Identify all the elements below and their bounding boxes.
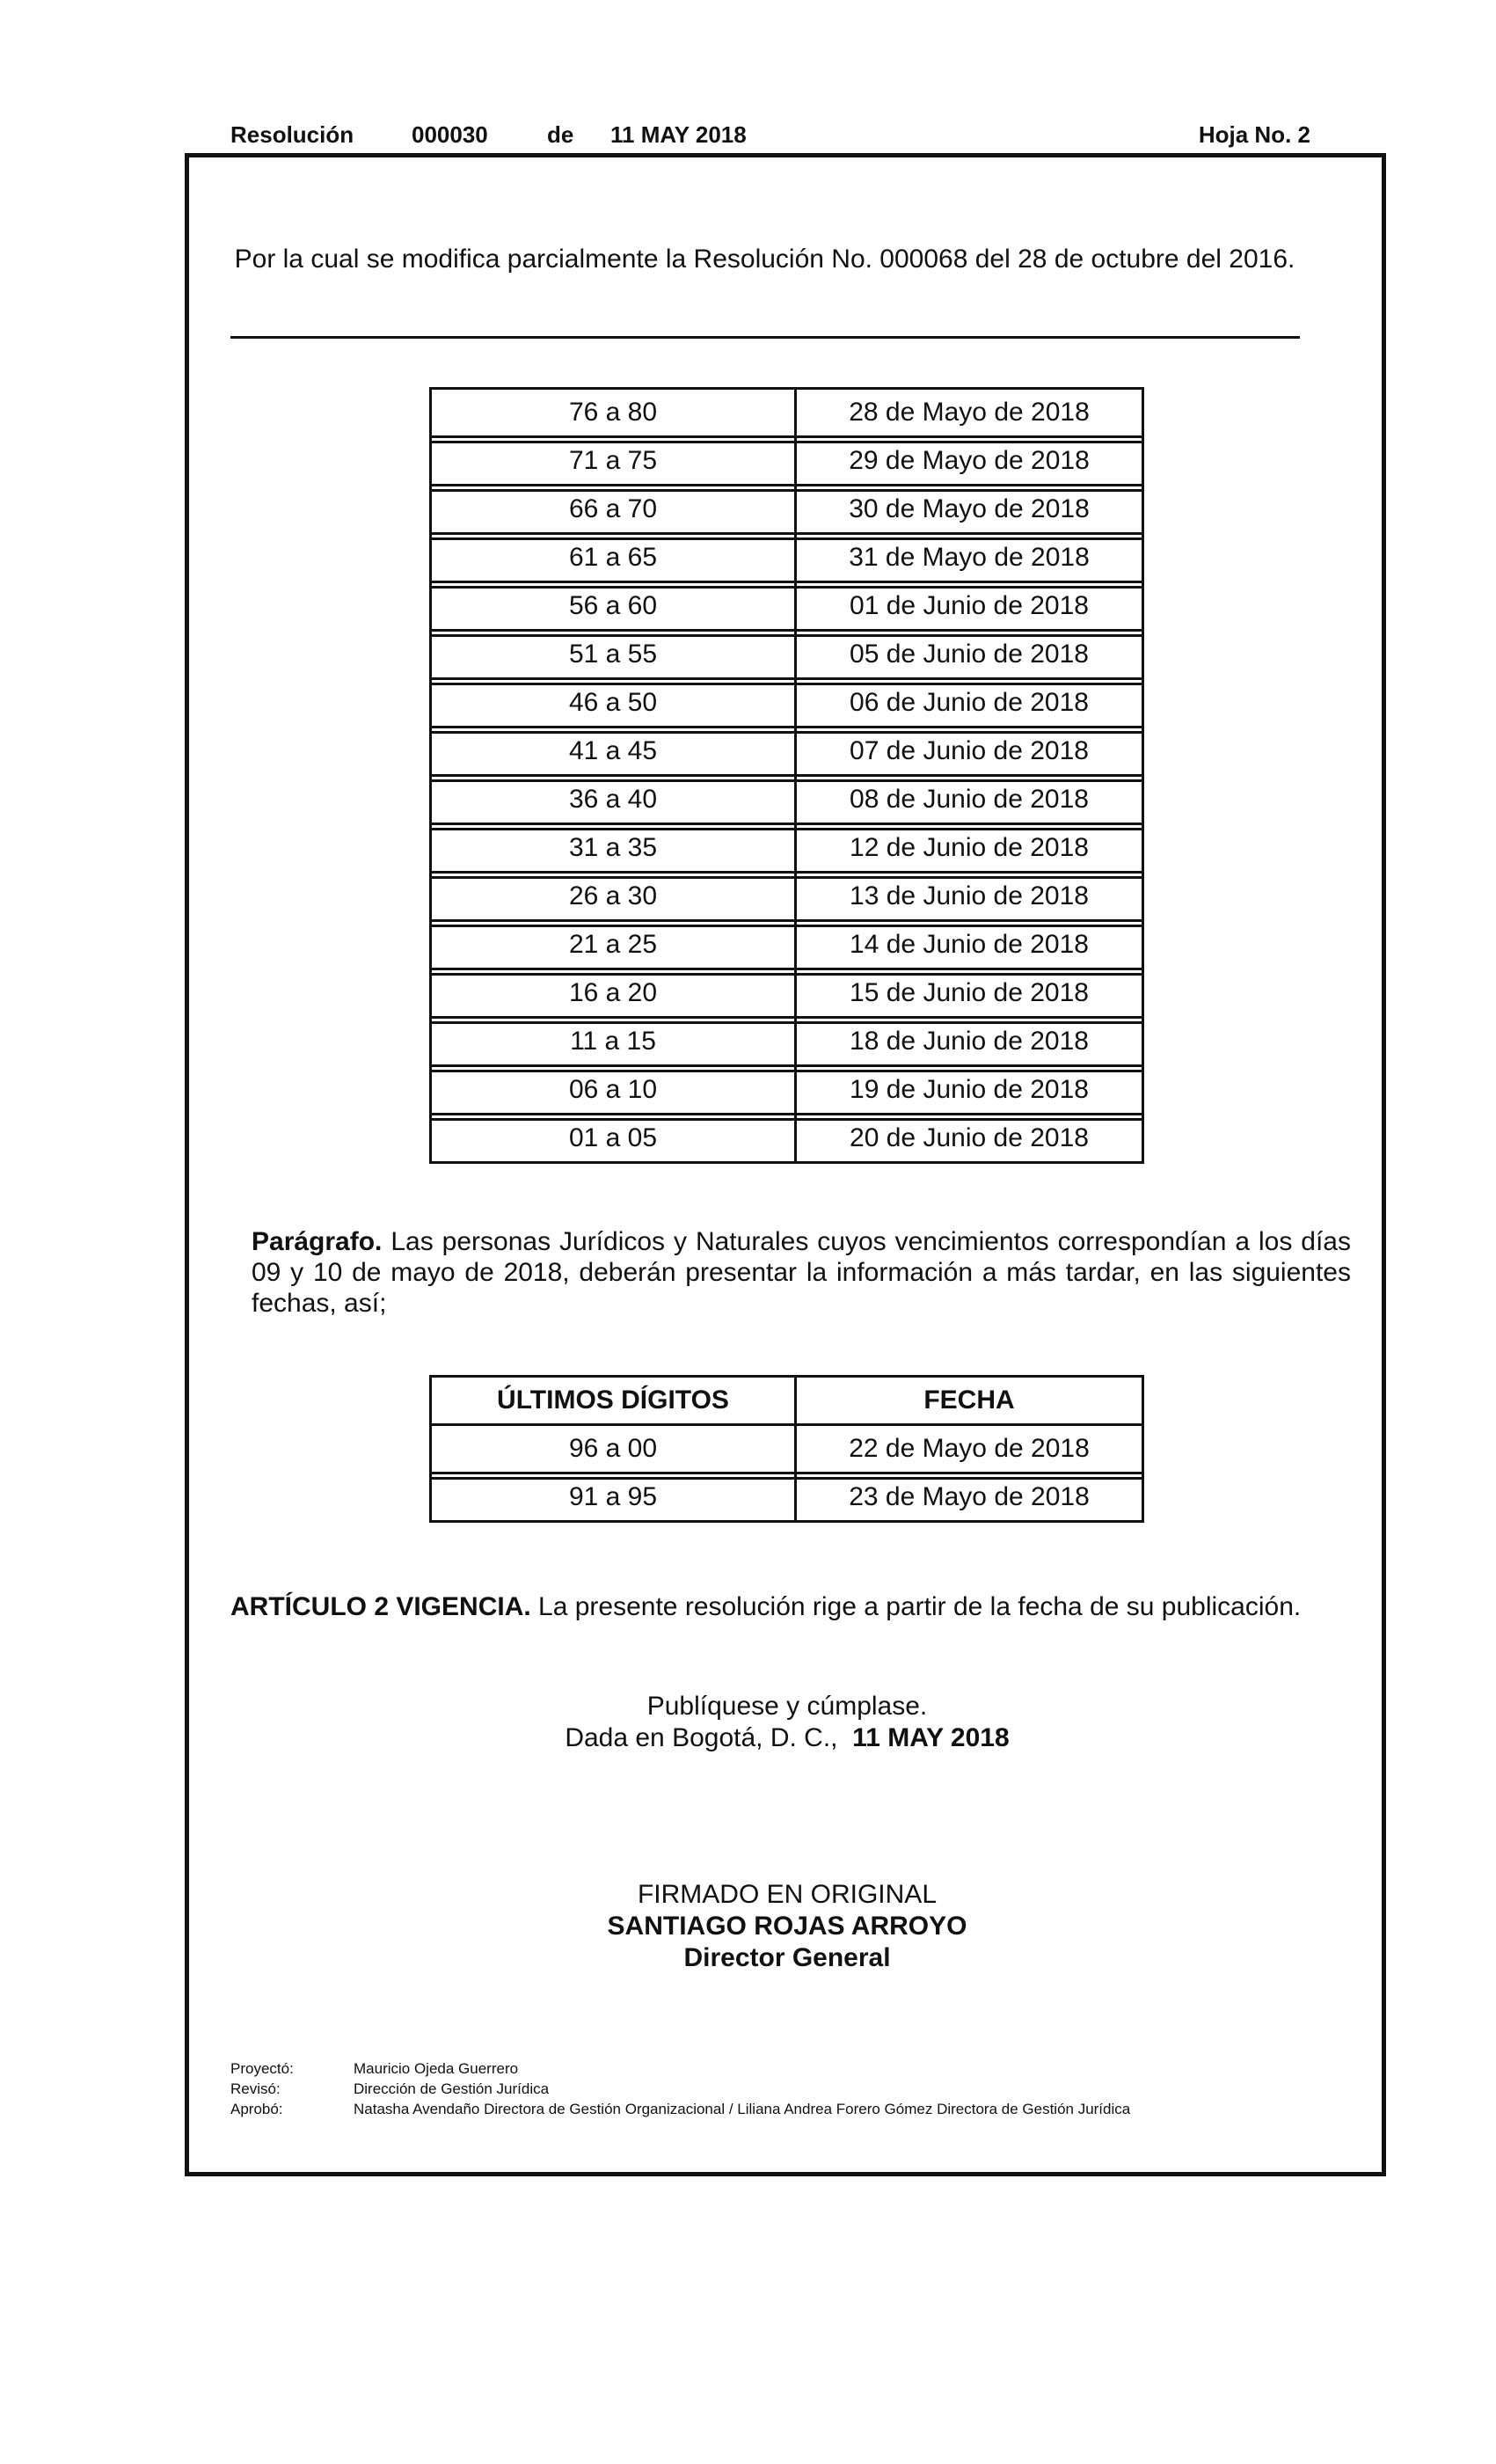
resolution-label: Resolución (230, 121, 354, 148)
table-header-row (429, 1375, 1144, 1423)
digits-cell: 11 a 15 (429, 1016, 794, 1064)
digits-cell: 46 a 50 (429, 677, 794, 726)
article-label: ARTÍCULO 2 VIGENCIA. (230, 1592, 531, 1621)
date-cell: 14 de Junio de 2018 (794, 919, 1144, 968)
digits-cell: 36 a 40 (429, 774, 794, 823)
resolution-number: 000030 (412, 121, 488, 148)
signatory-title: Director General (683, 1943, 891, 1972)
closing-line-1: Publíquese y cúmplase. (646, 1692, 928, 1721)
digits-cell: 66 a 70 (429, 484, 794, 532)
table-row (429, 1064, 1144, 1113)
digits-cell: 71 a 75 (429, 435, 794, 484)
table-row (429, 919, 1144, 968)
footer-label: Proyectó: (230, 2060, 294, 2077)
digits-cell: 76 a 80 (429, 387, 794, 435)
date-cell: 13 de Junio de 2018 (794, 871, 1144, 919)
digits-cell: 31 a 35 (429, 823, 794, 871)
table-row (429, 774, 1144, 823)
separator-rule (230, 336, 1300, 339)
signed-in-original: FIRMADO EN ORIGINAL (637, 1880, 938, 1909)
date-cell: 18 de Junio de 2018 (794, 1016, 1144, 1064)
digits-cell: 16 a 20 (429, 968, 794, 1016)
date-cell: 06 de Junio de 2018 (794, 677, 1144, 726)
table-row (429, 435, 1144, 484)
digits-cell: 61 a 65 (429, 532, 794, 581)
paragraph (252, 1226, 1351, 1319)
page-number: Hoja No. 2 (1198, 121, 1310, 148)
digits-cell: 41 a 45 (429, 726, 794, 774)
date-cell: 07 de Junio de 2018 (794, 726, 1144, 774)
footer-value: Mauricio Ojeda Guerrero (354, 2060, 519, 2077)
digits-cell: 91 a 95 (429, 1472, 794, 1523)
digits-cell: 51 a 55 (429, 629, 794, 677)
table-row (429, 1472, 1144, 1523)
table-row (429, 1423, 1144, 1472)
header-date: 11 MAY 2018 (610, 121, 747, 148)
table-row (429, 532, 1144, 581)
closing-place: Dada en Bogotá, D. C., (565, 1723, 838, 1752)
table-row (429, 629, 1144, 677)
date-cell: 19 de Junio de 2018 (794, 1064, 1144, 1113)
date-cell: 28 de Mayo de 2018 (794, 387, 1144, 435)
de-label: de (547, 121, 574, 148)
page-header (230, 121, 1310, 153)
table-row (429, 726, 1144, 774)
article-text: La presente resolución rige a partir de la fecha de su publicación. (530, 1592, 1302, 1621)
digits-cell: 56 a 60 (429, 581, 794, 629)
column-header-date: FECHA (794, 1375, 1144, 1423)
closing-line-2 (0, 1722, 1496, 1754)
digits-cell: 96 a 00 (429, 1423, 794, 1472)
date-cell: 31 de Mayo de 2018 (794, 532, 1144, 581)
paragraph-dates-table (429, 1375, 1144, 1523)
subtitle: Por la cual se modifica parcialmente la Resolución No. 000068 del 28 de octubre del 2016. (234, 245, 1295, 274)
digits-cell: 26 a 30 (429, 871, 794, 919)
digits-cell: 01 a 05 (429, 1113, 794, 1164)
table-row (429, 581, 1144, 629)
paragraph-text: Las personas Jurídicos y Naturales cuyos vencimientos correspondían a los días 09 y 10 de mayo de 2018, deberán presentar la información a más tardar, en las siguientes fechas, así; (252, 1227, 1351, 1318)
table-row (429, 677, 1144, 726)
table-row (429, 1113, 1144, 1164)
article-2 (230, 1592, 1374, 1622)
footer-label: Aprobó: (230, 2101, 283, 2117)
footer-label: Revisó: (230, 2080, 281, 2097)
dates-table (429, 387, 1144, 1164)
signature-block (0, 1879, 1496, 1974)
date-cell: 29 de Mayo de 2018 (794, 435, 1144, 484)
footer-row (230, 2099, 1130, 2119)
date-cell: 05 de Junio de 2018 (794, 629, 1144, 677)
footer-value: Natasha Avendaño Directora de Gestión Organizacional / Liliana Andrea Forero Gómez Directora de Gestión Jurídica (354, 2101, 1131, 2117)
date-cell: 30 de Mayo de 2018 (794, 484, 1144, 532)
footer-notes (230, 2058, 1130, 2119)
table-row (429, 1016, 1144, 1064)
footer-row (230, 2058, 1130, 2079)
date-cell: 22 de Mayo de 2018 (794, 1423, 1144, 1472)
date-cell: 08 de Junio de 2018 (794, 774, 1144, 823)
column-header-digits: ÚLTIMOS DÍGITOS (429, 1375, 794, 1423)
table-row (429, 387, 1144, 435)
closing-date: 11 MAY 2018 (852, 1723, 1010, 1752)
table-row (429, 968, 1144, 1016)
date-cell: 20 de Junio de 2018 (794, 1113, 1144, 1164)
footer-row (230, 2079, 1130, 2099)
table-row (429, 823, 1144, 871)
digits-cell: 06 a 10 (429, 1064, 794, 1113)
date-cell: 15 de Junio de 2018 (794, 968, 1144, 1016)
table-row (429, 484, 1144, 532)
date-cell: 12 de Junio de 2018 (794, 823, 1144, 871)
date-cell: 01 de Junio de 2018 (794, 581, 1144, 629)
footer-value: Dirección de Gestión Jurídica (354, 2080, 550, 2097)
digits-cell: 21 a 25 (429, 919, 794, 968)
signatory-name: SANTIAGO ROJAS ARROYO (607, 1912, 967, 1941)
date-cell: 23 de Mayo de 2018 (794, 1472, 1144, 1523)
paragraph-label: Parágrafo. (252, 1227, 383, 1256)
table-row (429, 871, 1144, 919)
closing (0, 1691, 1496, 1754)
